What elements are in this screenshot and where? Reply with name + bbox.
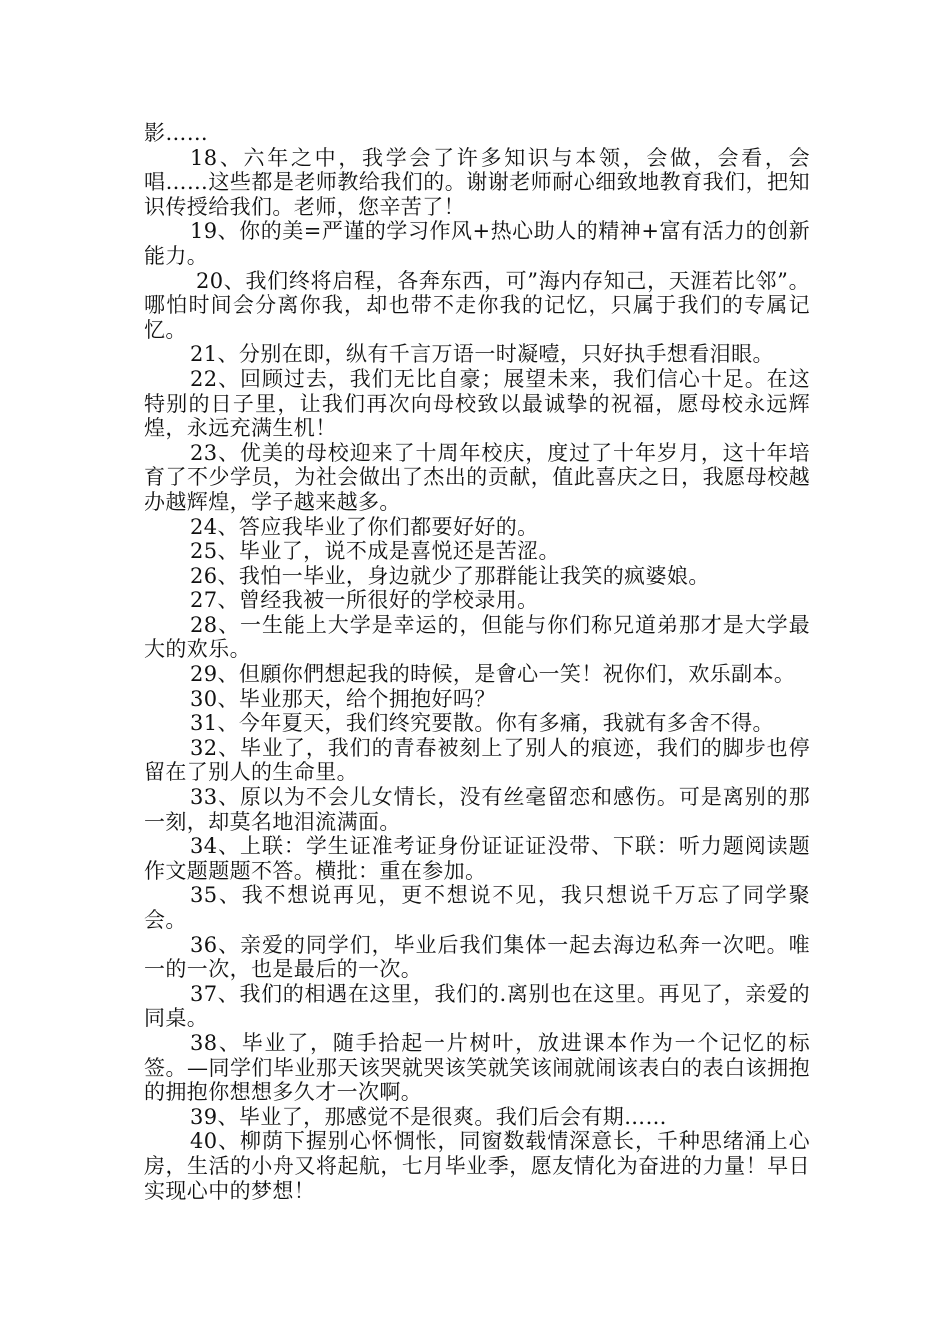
paragraph-25: 25、毕业了，说不成是喜悦还是苦涩。 — [190, 539, 560, 564]
paragraph-18: 18、六年之中，我学会了许多知识与本领，会做，会看，会唱……这些都是老师教给我们的。谢谢老师耐心细致地教育我们，把知识传授给我们。老师，您辛苦了！ — [144, 145, 810, 219]
paragraph-32: 32、毕业了，我们的青春被刻上了别人的痕迹，我们的脚步也停留在了别人的生命里。 — [144, 735, 810, 785]
paragraph-33: 33、原以为不会儿女情长，没有丝毫留恋和感伤。可是离别的那一刻，却莫名地泪流满面。 — [144, 785, 810, 834]
paragraph-23: 23、优美的母校迎来了十周年校庆，度过了十年岁月，这十年培育了不少学员，为社会做出了杰出的贡献，值此喜庆之日，我愿母校越办越辉煌，学子越来越多。 — [144, 440, 810, 514]
paragraph-31: 31、今年夏天，我们终究要散。你有多痛，我就有多舍不得。 — [190, 711, 774, 736]
paragraph-22: 22、回顾过去，我们无比自豪；展望未来，我们信心十足。在这特别的日子里，让我们再次向母校致以最诚挚的祝福，愿母校永远辉煌，永远充满生机！ — [144, 366, 810, 441]
paragraph-39: 39、毕业了，那感觉不是很爽。我们后会有期…… — [190, 1104, 667, 1129]
paragraph-36: 36、亲爱的同学们，毕业后我们集体一起去海边私奔一次吧。唯一的一次，也是最后的一次。 — [144, 932, 810, 982]
paragraph-24: 24、答应我毕业了你们都要好好的。 — [190, 514, 539, 539]
paragraph-19: 19、你的美=严谨的学习作风+热心助人的精神+富有活力的创新能力。 — [144, 219, 810, 268]
paragraph-27: 27、曾经我被一所很好的学校录用。 — [190, 588, 539, 613]
paragraph-38: 38、毕业了，随手拾起一片树叶，放进课本作为一个记忆的标签。—同学们毕业那天该哭就哭该笑就笑该闹就闹该表白的表白该拥抱的拥抱你想想多久才一次啊。 — [144, 1030, 810, 1105]
paragraph-continuation: 影…… — [144, 121, 209, 145]
paragraph-37: 37、我们的相遇在这里，我们的.离别也在这里。再见了，亲爱的同桌。 — [144, 981, 810, 1031]
paragraph-29: 29、但願你們想起我的時候，是會心一笑！祝你们，欢乐副本。 — [190, 662, 796, 687]
paragraph-40: 40、柳荫下握别心怀惆怅，同窗数载情深意长，千种思绪涌上心房，生活的小舟又将起航，七月毕业季，愿友情化为奋进的力量！早日实现心中的梦想！ — [144, 1129, 810, 1203]
paragraph-30: 30、毕业那天，给个拥抱好吗？ — [190, 686, 496, 711]
paragraph-34: 34、上联：学生证准考证身份证证证没带、下联：听力题阅读题作文题题题不答。横批：重在参加。 — [144, 834, 810, 883]
paragraph-28: 28、一生能上大学是幸运的，但能与你们称兄道弟那才是大学最大的欢乐。 — [144, 612, 810, 662]
paragraph-21: 21、分别在即，纵有千言万语一时凝噎，只好执手想看泪眼。 — [190, 342, 774, 367]
paragraph-26: 26、我怕一毕业，身边就少了那群能让我笑的疯婆娘。 — [190, 563, 710, 588]
paragraph-20: 20、我们终将启程，各奔东西，可”海内存知己，天涯若比邻”。哪怕时间会分离你我，却也带不走你我的记忆，只属于我们的专属记忆。 — [144, 268, 810, 342]
paragraph-35: 35、我不想说再见，更不想说不见，我只想说千万忘了同学聚会。 — [144, 883, 810, 932]
document-body — [144, 121, 810, 1203]
